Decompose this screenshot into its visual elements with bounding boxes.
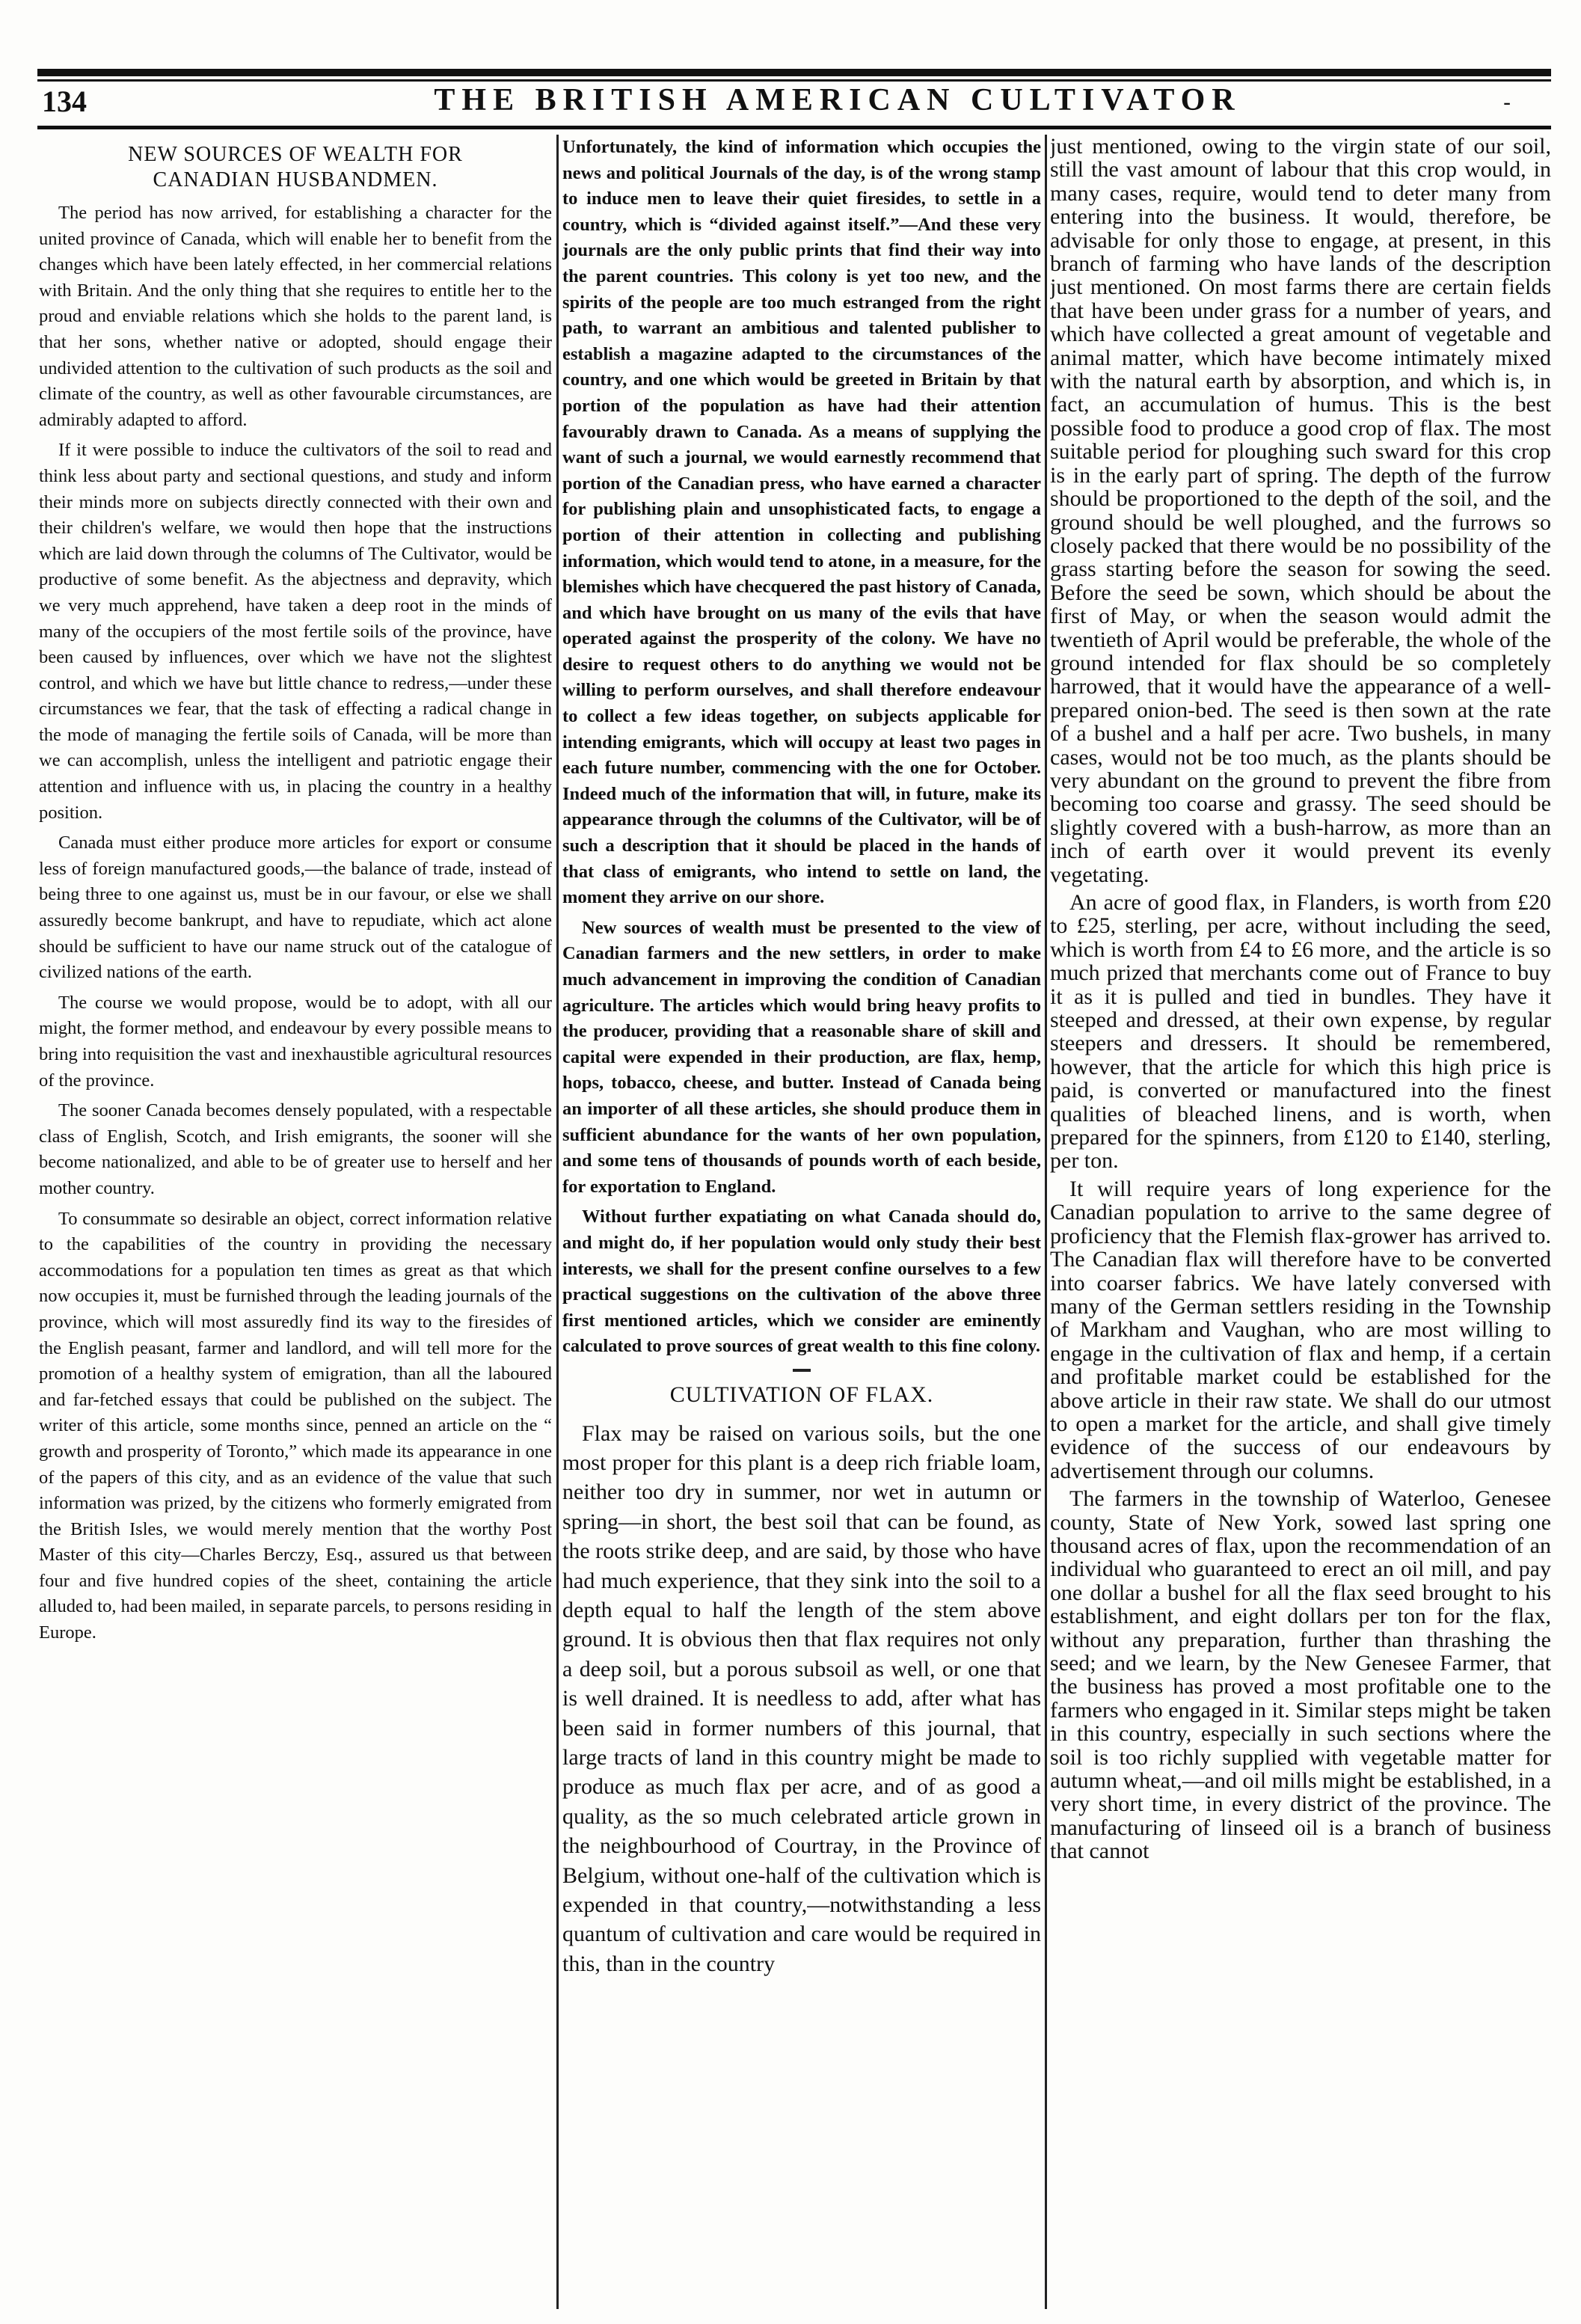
paragraph: Canada must either produce more articles for export or consume less of foreign manufactured goods,—the balance of trade, instead of being three to one against us, must be in our favour, or else we shall assuredly become bankrupt, and have to repudiate, which act alone should be sufficient to have our name struck out of the catalogue of civilized nations of the earth. (39, 833, 552, 983)
paragraph: Without further expatiating on what Canada should do, and might do, if her population would only study their best interests, we shall for the present confine ourselves to a few practical suggestions on the cultivation of the above three first mentioned articles, which we consider are eminently calculated to prove sources of great wealth to this fine colony. (562, 1207, 1041, 1357)
paragraph: The course we would propose, would be to adopt, with all our might, the former method, and endeavour by every possible means to bring into requisition the vast and inexhaustible agricultural resources of the province. (39, 992, 552, 1091)
column-divider (556, 135, 559, 2309)
paragraph: If it were possible to induce the cultivators of the soil to read and think less about party and sectional questions, and study and inform their minds more on subjects directly connected with their own and their children's welfare, we would then hope that the instructions which are laid down through the columns of The Cultivator, would be productive of some benefit. As the abjectness and depravity, which we very much apprehend, have taken a deep root in the minds of many of the occupiers of the most fertile soils of the province, have been caused by influences, over which we have not the slightest control, and which we have but little chance to redress,—under these circumstances we fear, that the task of effecting a radical change in the mode of managing the fertile soils of Canada, will be more than we can accomplish, unless the intelligent and patriotic engage their attention and influence with us, in placing the country in a healthy position. (39, 440, 552, 823)
top-rule-thin (37, 79, 1551, 82)
paragraph: Flax may be raised on various soils, but the one most proper for this plant is a deep rich friable loam, neither too dry in summer, nor wet in autumn or spring—in short, the best soil that can be found, as the roots strike deep, and are said, by those who have had much experience, that they sink into the soil to a depth equal to half the length of the stem above ground. It is obvious then that flax requires not only a deep soil, but a porous subsoil as well, or one that is well drained. It is needless to add, after what has been said in former numbers of this journal, that large tracts of land in this country might be made to produce as much flax per acre, and of as good a quality, as the so much celebrated article grown in the neighbourhood of Courtray, in the Province of Belgium, without one-half of the cultivation which is expended in that country,—notwithstanding a less quantum of cultivation and care would be required in this, than in the country (562, 1420, 1041, 1976)
paragraph: To consummate so desirable an object, correct information relative to the capabilities of the country in providing the necessary accommodations for a population ten times as great as that which now occupies it, must be furnished through the leading journals of the province, which will most assuredly find its way to the firesides of the English peasant, farmer and landlord, and will tell more for the promotion of a healthy system of emigration, than all the laboured and far-fetched essays that could be published on the subject. The writer of this article, some months since, penned an article on the “ growth and prosperity of Toronto,” which made its appearance in one of the papers of this city, and as an evidence of the value that such information was prized, by the citizens who formerly emigrated from the British Isles, we would merely mention that the worthy Post Master of this city—Charles Berczy, Esq., assured us that between four and five hundred copies of the sheet, containing the article alluded to, had been mailed, in separate parcels, to persons residing in Europe. (39, 1208, 552, 1643)
column-1 (39, 135, 552, 2309)
paragraph: Unfortunately, the kind of information which occupies the news and political Journals of the day, is of the wrong stamp to induce men to leave their quiet firesides, to settle in a country, which is “divided against itself.”—And these very journals are the only public prints that find their way into the parent countries. This colony is yet too new, and the spirits of the people are too much estranged from the right path, to warrant an ambitious and talented publisher to establish a magazine adapted to the circumstances of the country, and one which would be greeted in Britain by that portion of the population as have had their attention favourably drawn to Canada. As a means of supplying the want of such a journal, we would earnestly recommend that portion of the Canadian press, who have earned a character for publishing plain and unsophisticated facts, to engage a portion of their attention in collecting and publishing information, which would tend to atone, in a measure, for the blemishes which have checquered the past history of Canada, and which have brought on us many of the evils that have operated against the prosperity of the colony. We have no desire to request others to do anything we would not be willing to perform ourselves, and shall therefore endeavour to collect a few ideas together, on subjects applicable for intending emigrants, which will occupy at least two pages in each future number, commencing with the one for October. Indeed much of the information that will, in future, make its appearance through the columns of the Cultivator, will be of such a description that it should be placed in the hands of that class of emigrants, who intend to settle on land, the moment they arrive on our shore. (562, 137, 1041, 908)
paragraph: just mentioned, owing to the virgin state of our soil, still the vast amount of labour that this crop would, in many cases, require, would tend to deter many from entering into the business. It would, therefore, be advisable for only those to engage, at present, in this branch of farming who have lands of the description just mentioned. On most farms there are certain fields that have been under grass for a number of years, and which have collected a great amount of vegetable and animal matter, which have become intimately mixed with the natural earth by absorption, and which is, in fact, an accumulation of humus. This is the best possible food to produce a good crop of flax. The most suitable period for ploughing such sward for this crop is in the early part of spring. The depth of the furrow should be proportioned to the depth of the soil, and the ground should be well ploughed, and the furrows so closely packed that there would be no possibility of the grass starting before the season for sowing the seed. Before the seed be sown, which should be about the first of May, or when the season would admit the twentieth of April would be preferable, the whole of the ground intended for flax should be so completely harrowed, that it would have the appearance of a well-prepared onion-bed. The seed is then sown at the rate of a bushel and a half per acre. Two bushels, in many cases, would not be too much, as the plants should be very abundant on the ground to prevent the fibre from becoming too coarse and grassy. The seed should be slightly covered with a bush-harrow, as more than an inch of earth over it would prevent its evenly vegetating. (1050, 135, 1551, 887)
masthead-mark: - (1503, 90, 1511, 116)
paragraph: The sooner Canada becomes densely populated, with a respectable class of English, Scotch, and Irish emigrants, the sooner will she become nationalized, and able to be of greater use to herself and her mother country. (39, 1100, 552, 1198)
paragraph: New sources of wealth must be presented to the view of Canadian farmers and the new settlers, in order to make much advancement in improving the condition of Canadian agriculture. The articles which would bring heavy profits to the producer, providing that a reasonable share of skill and capital were expended in their production, are flax, hemp, hops, tobacco, cheese, and butter. Instead of Canada being an importer of all these articles, she should produce them in sufficient abundance for the wants of her own population, and some tens of thousands of pounds worth of each beside, for exportation to England. (562, 917, 1041, 1197)
article-heading-line: NEW SOURCES OF WEALTH FOR (128, 143, 463, 166)
paragraph: It will require years of long experience for the Canadian population to arrive to the same degree of proficiency that the Flemish flax-grower has arrived to. The Canadian flax will therefore have to be converted into coarser fabrics. We have lately conversed with many of the German settlers residing in the Township of Markham and Vaughan, who are most willing to engage in the cultivation of flax and hemp, if a certain and profitable market could be established for the above article in their raw state. We shall do our utmost to open a market for the article, and shall give timely evidence of the success of our endeavours by advertisement through our columns. (1050, 1176, 1551, 1483)
paragraph: The farmers in the township of Waterloo, Genesee county, State of New York, sowed last spring one thousand acres of flax, upon the recommendation of an individual who guaranteed to erect an oil mill, and pay one dollar a bushel for all the flax seed brought to his establishment, and eight dollars per ton for the flax, without any preparation, further than thrashing the seed; and we learn, by the New Genesee Farmer, that the business has proved a most profitable one to the farmers who engaged in it. Similar steps might be taken in this country, especially in such sections where the soil is too richly supplied with vegetable matter for autumn wheat,—and oil mills might be established, in a very short time, in every district of the province. The manufacturing of linseed oil is a branch of business that cannot (1050, 1486, 1551, 1864)
paragraph: An acre of good flax, in Flanders, is worth from £20 to £25, sterling, per acre, without including the seed, which is worth from £4 to £6 more, and the article is so much prized that merchants come out of France to buy it as it is pulled and tied in bundles. They have it steeped and dressed, at their own expense, by regular steepers and dressers. It should be remembered, however, that the article for which this high price is paid, is converted or manufactured into the finest qualities of bleached linens, and is worth, when prepared for the spinners, from £120 to £140, sterling, per ton. (1050, 890, 1551, 1174)
article-heading-line: CANADIAN HUSBANDMEN. (153, 168, 438, 191)
column-3 (1050, 135, 1551, 2309)
section-separator (793, 1369, 811, 1372)
top-rule (37, 69, 1551, 76)
masthead-title: THE BRITISH AMERICAN CULTIVATOR (434, 83, 1241, 117)
paragraph: The period has now arrived, for establishing a character for the united province of Canada, which will enable her to benefit from the changes which have been lately effected, in her commercial relations with Britain. And the only thing that she requires to entitle her to the proud and enviable relations which she holds to the parent land, is that her sons, whether native or adopted, should engage their undivided attention to the cultivation of such products as the soil and climate of the country, as well as other favourable circumstances, are admirably adapted to afford. (39, 203, 552, 430)
column-divider (1045, 135, 1047, 2309)
column-2 (562, 135, 1041, 2309)
article-heading (39, 142, 552, 193)
header-rule (37, 126, 1551, 129)
page-number: 134 (42, 85, 87, 118)
section-heading: CULTIVATION OF FLAX. (669, 1382, 934, 1407)
